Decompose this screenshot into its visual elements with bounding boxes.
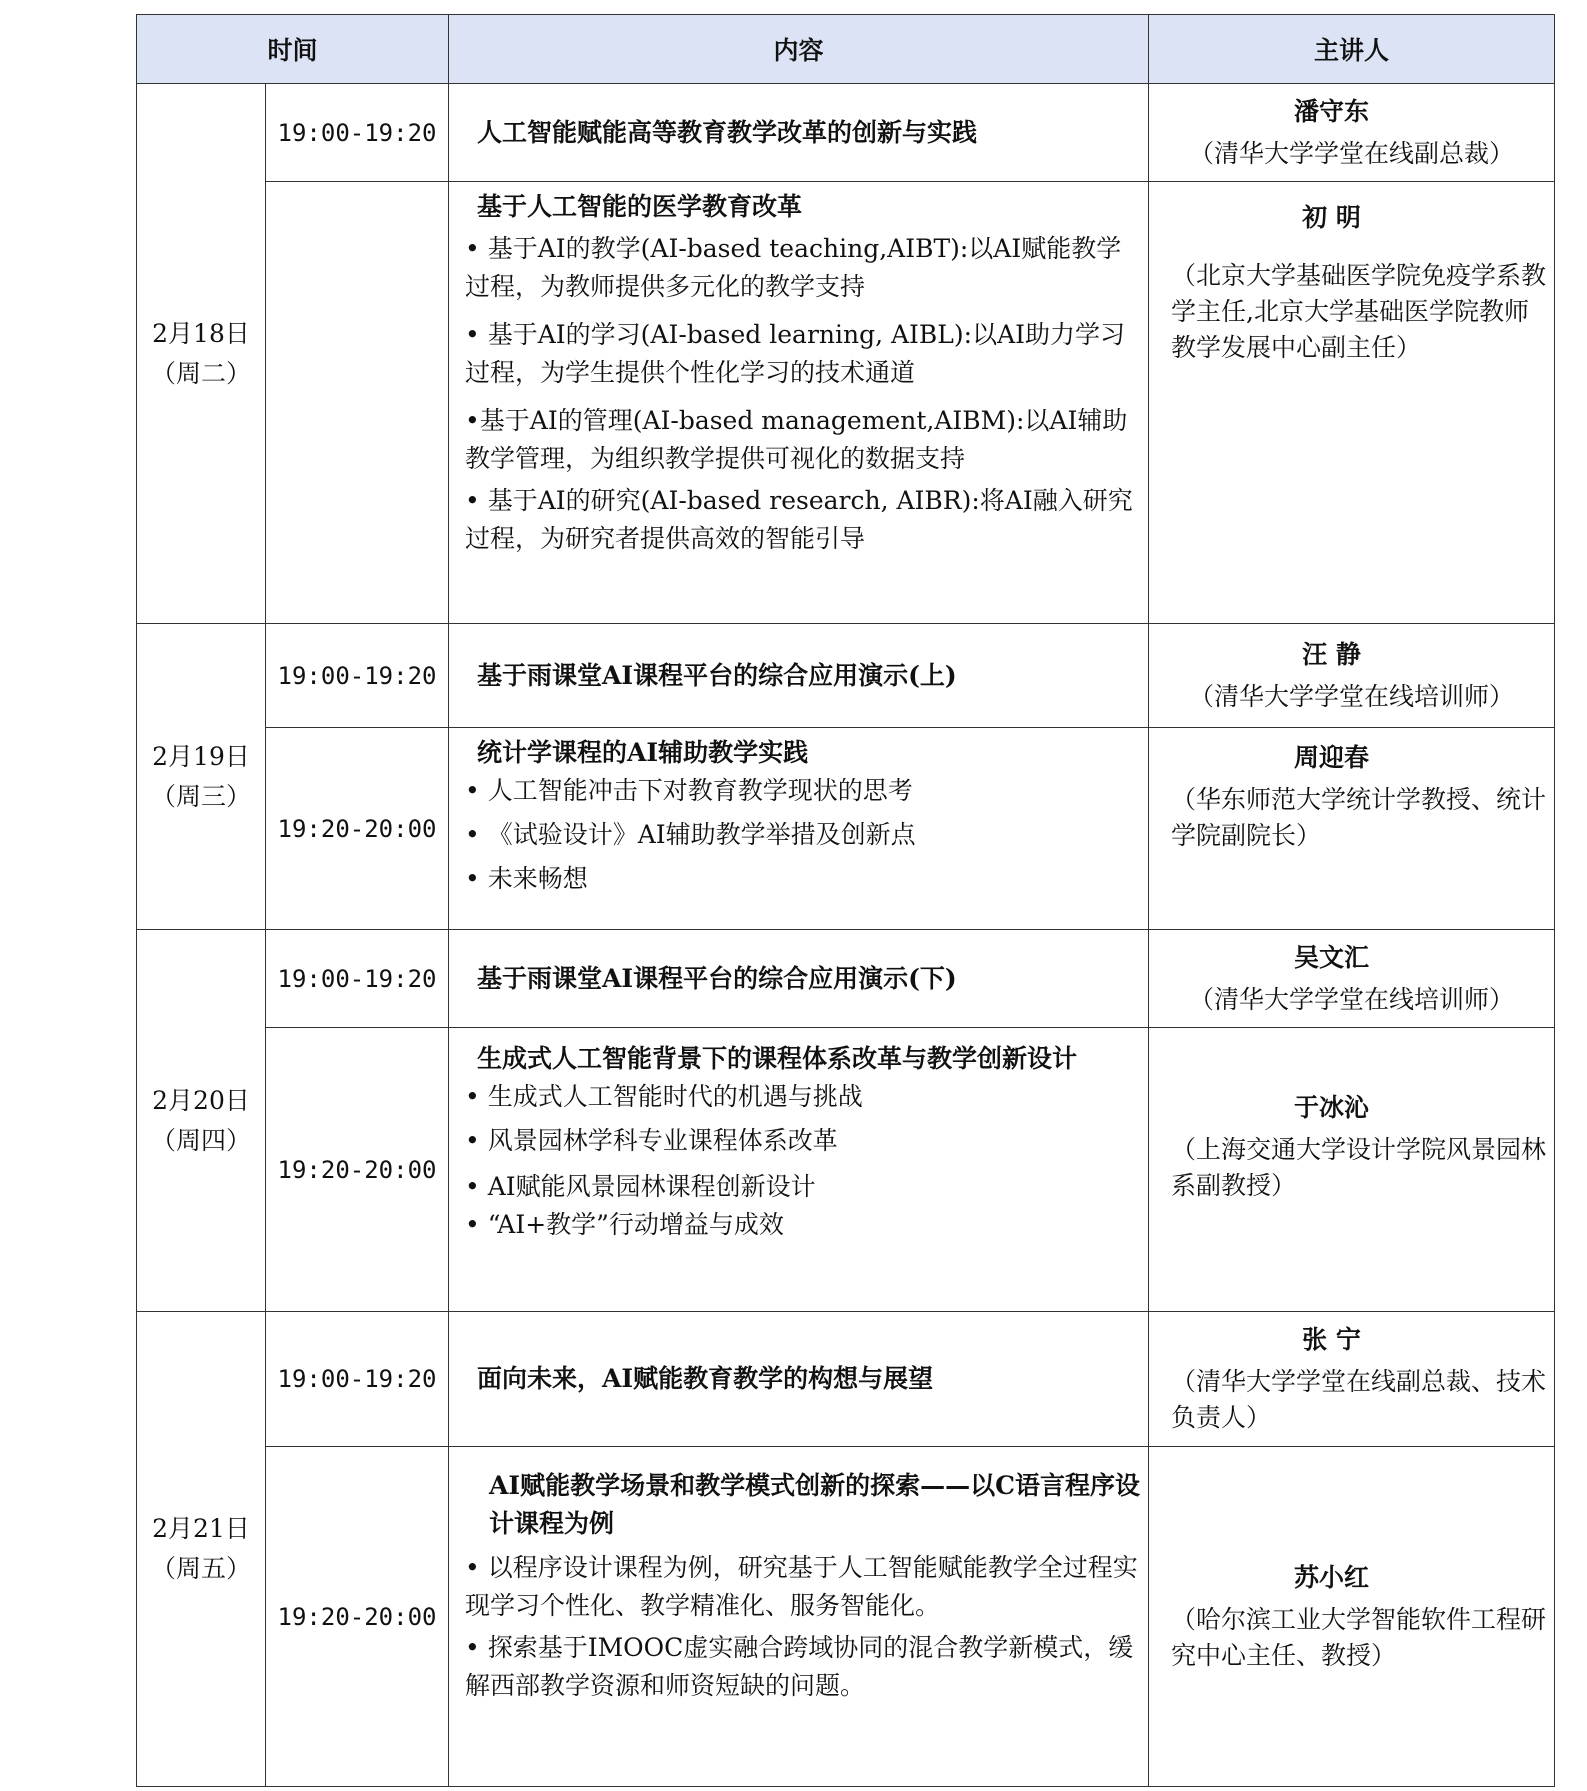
time-cell: 19:00-19:20: [266, 84, 449, 182]
speaker-cell: [1149, 1447, 1555, 1787]
speaker-affiliation: （清华大学学堂在线副总裁）: [1189, 138, 1515, 168]
header-content: 内容: [449, 15, 1149, 84]
date-label: 2月20日: [152, 1085, 250, 1115]
time-cell: 19:00-19:20: [266, 1312, 449, 1447]
weekday-label: （周五）: [150, 1554, 251, 1583]
date-label: 2月21日: [152, 1514, 250, 1543]
content-cell: [449, 1447, 1149, 1787]
session-title: AI赋能教学场景和教学模式创新的探索——以C语言程序设计课程为例: [489, 1471, 1141, 1538]
bullet-item: • 生成式人工智能时代的机遇与挑战: [465, 1082, 863, 1111]
session-title: 统计学课程的AI辅助教学实践: [477, 738, 809, 767]
speaker-cell: [1149, 1312, 1555, 1447]
speaker-name: 周迎春: [1294, 743, 1370, 772]
speaker-affiliation: （上海交通大学设计学院风景园林系副教授）: [1171, 1135, 1547, 1200]
header-time: 时间: [137, 15, 449, 84]
weekday-label: （周二）: [150, 358, 251, 388]
time-cell: 19:00-19:20: [266, 624, 449, 728]
session-title: 基于雨课堂AI课程平台的综合应用演示(下): [477, 963, 957, 993]
speaker-cell: [1149, 182, 1555, 624]
date-label: 2月19日: [152, 741, 250, 771]
table-row: [137, 728, 1555, 930]
content-cell: [449, 624, 1149, 728]
table-row: [137, 182, 1555, 624]
content-cell: [449, 1028, 1149, 1312]
content-cell: [449, 182, 1149, 624]
bullet-item: • 探索基于IMOOC虚实融合跨域协同的混合教学新模式，缓解西部教学资源和师资短缺的问题。: [465, 1633, 1134, 1700]
time-cell: 19:20-20:00: [266, 1447, 449, 1787]
content-cell: [449, 728, 1149, 930]
session-title: 人工智能赋能高等教育教学改革的创新与实践: [477, 117, 978, 147]
bullet-item: • 基于AI的研究(AI-based research, AIBR):将AI融入研究过程，为研究者提供高效的智能引导: [465, 486, 1133, 553]
speaker-name: 于冰沁: [1294, 1093, 1370, 1122]
bullet-item: • 基于AI的学习(AI-based learning, AIBL):以AI助力学习过程，为学生提供个性化学习的技术通道: [465, 320, 1126, 387]
speaker-cell: [1149, 728, 1555, 930]
bullet-item: • 风景园林学科专业课程体系改革: [465, 1126, 838, 1155]
bullet-item: •基于AI的管理(AI-based management,AIBM):以AI辅助教学管理，为组织教学提供可视化的数据支持: [465, 406, 1128, 473]
content-cell: [449, 1312, 1149, 1447]
session-title: 基于人工智能的医学教育改革: [477, 192, 803, 221]
session-title: 生成式人工智能背景下的课程体系改革与教学创新设计: [477, 1044, 1078, 1073]
time-cell: 19:20-20:00: [266, 1028, 449, 1312]
bullet-item: • AI赋能风景园林课程创新设计: [465, 1172, 816, 1201]
speaker-affiliation: （清华大学学堂在线培训师）: [1189, 681, 1515, 711]
speaker-cell: [1149, 624, 1555, 728]
bullet-item: • 以程序设计课程为例，研究基于人工智能赋能教学全过程实现学习个性化、教学精准化、服务智能化。: [465, 1553, 1138, 1620]
speaker-name: 苏小红: [1294, 1562, 1370, 1592]
date-cell: [137, 624, 266, 930]
session-title: 面向未来，AI赋能教育教学的构想与展望: [477, 1364, 934, 1393]
table-row: [137, 1447, 1555, 1787]
header-row: [137, 15, 1555, 84]
time-cell: 19:20-20:00: [266, 728, 449, 930]
weekday-label: （周三）: [150, 781, 251, 811]
table-row: [137, 930, 1555, 1028]
date-cell: [137, 930, 266, 1312]
date-cell: [137, 84, 266, 624]
table-row: [137, 624, 1555, 728]
time-cell: [266, 182, 449, 624]
time-cell: 19:00-19:20: [266, 930, 449, 1028]
bullet-item: • “AI+教学”行动增益与成效: [465, 1210, 784, 1239]
speaker-name: 张 宁: [1302, 1325, 1361, 1354]
speaker-name: 潘守东: [1294, 96, 1370, 126]
speaker-affiliation: （清华大学学堂在线培训师）: [1189, 984, 1515, 1014]
speaker-cell: [1149, 84, 1555, 182]
schedule-table: [136, 14, 1555, 1787]
table-row: [137, 1312, 1555, 1447]
bullet-item: • 《试验设计》AI辅助教学举措及创新点: [465, 820, 916, 849]
speaker-name: 初 明: [1302, 203, 1361, 232]
date-cell: [137, 1312, 266, 1787]
content-cell: [449, 930, 1149, 1028]
table-row: [137, 84, 1555, 182]
session-title: 基于雨课堂AI课程平台的综合应用演示(上): [477, 660, 957, 690]
speaker-affiliation: （哈尔滨工业大学智能软件工程研究中心主任、教授）: [1171, 1604, 1547, 1670]
weekday-label: （周四）: [150, 1125, 251, 1155]
speaker-affiliation: （清华大学学堂在线副总裁、技术负责人）: [1171, 1367, 1547, 1432]
speaker-cell: [1149, 1028, 1555, 1312]
bullet-item: • 人工智能冲击下对教育教学现状的思考: [465, 776, 913, 805]
bullet-item: • 未来畅想: [465, 864, 588, 893]
content-cell: [449, 84, 1149, 182]
speaker-affiliation: （北京大学基础医学院免疫学系教学主任,北京大学基础医学院教师教学发展中心副主任）: [1171, 261, 1547, 362]
date-label: 2月18日: [152, 318, 250, 348]
table-row: [137, 1028, 1555, 1312]
bullet-item: • 基于AI的教学(AI-based teaching,AIBT):以AI赋能教学过程，为教师提供多元化的教学支持: [465, 234, 1122, 301]
speaker-affiliation: （华东师范大学统计学教授、统计学院副院长）: [1171, 785, 1547, 850]
speaker-name: 吴文汇: [1294, 942, 1370, 972]
speaker-name: 汪 静: [1302, 639, 1361, 669]
speaker-cell: [1149, 930, 1555, 1028]
header-speaker: 主讲人: [1149, 15, 1555, 84]
